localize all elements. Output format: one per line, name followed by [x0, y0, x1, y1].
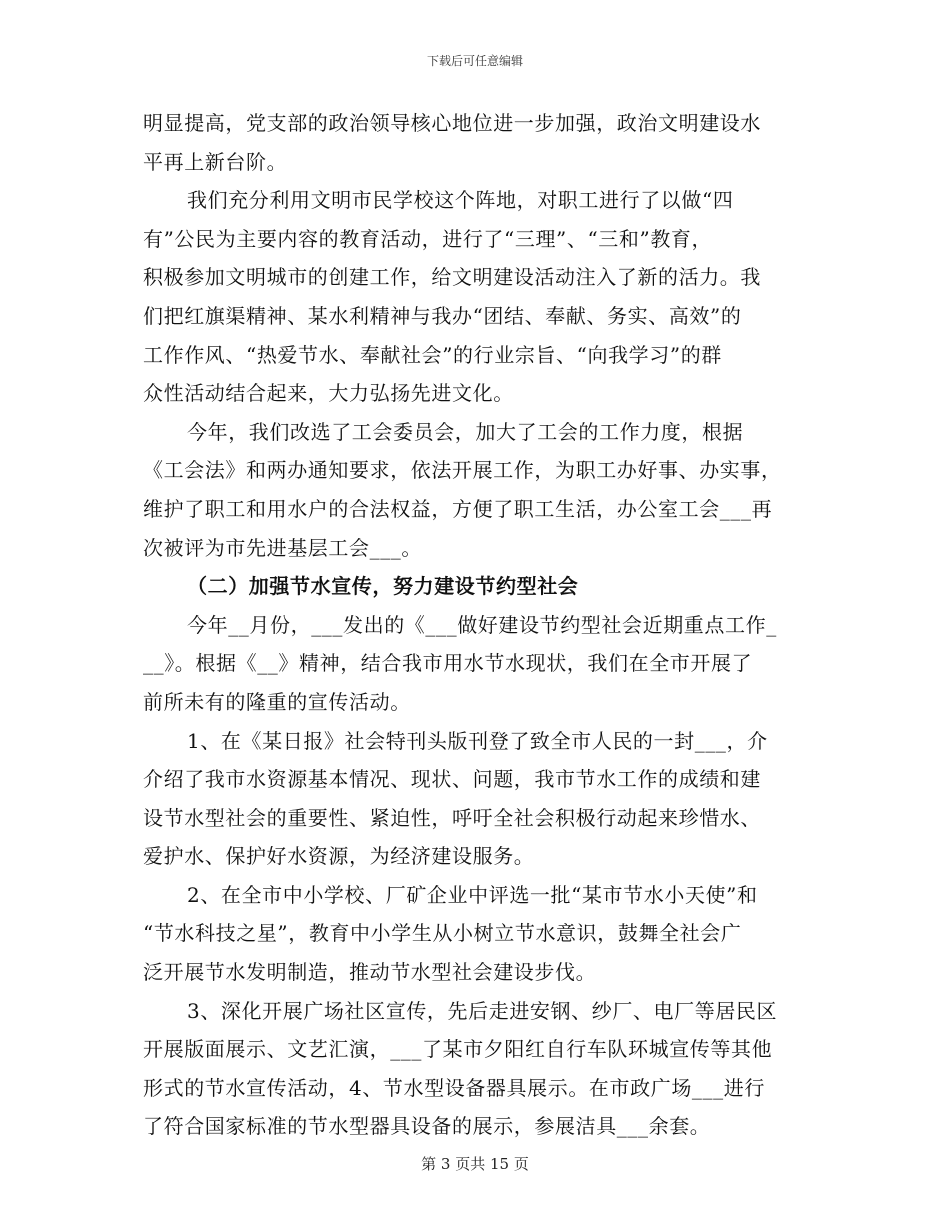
text-line: 我们充分利用文明市民学校这个阵地，对职工进行了以做“四 — [187, 188, 734, 213]
text-line: 设节水型社会的重要性、紧迫性，呼吁全社会积极行动起来珍惜水、 — [143, 805, 761, 830]
text-line: 介绍了我市水资源基本情况、现状、问题，我市节水工作的成绩和建 — [143, 767, 761, 792]
text-line: 次被评为市先进基层工会___。 — [143, 535, 422, 560]
page-header: 下载后可任意编辑 — [426, 54, 523, 68]
text-line: 3、深化开展广场社区宣传，先后走进安钢、纱厂、电厂等居民区 — [187, 998, 778, 1023]
text-line: 形式的节水宣传活动，4、节水型设备器具展示。在市政广场___进行 — [143, 1075, 765, 1100]
text-line: 2、在全市中小学校、厂矿企业中评选一批“某市节水小天使”和 — [187, 882, 758, 907]
text-line: 有”公民为主要内容的教育活动，进行了“三理”、“三和”教育， — [143, 226, 713, 251]
text-line: 了符合国家标准的节水型器具设备的展示，参展洁具___余套。 — [143, 1114, 711, 1139]
document-body — [143, 104, 803, 1146]
text-line: 积极参加文明城市的创建工作，给文明建设活动注入了新的活力。我 — [143, 265, 761, 290]
text-line: 爱护水、保护好水资源，为经济建设服务。 — [143, 844, 535, 869]
text-line: 们把红旗渠精神、某水利精神与我办“团结、奉献、务实、高效”的 — [143, 303, 742, 328]
text-line: 平再上新台阶。 — [143, 149, 288, 174]
section-heading: （二）加强节水宣传，努力建设节约型社会 — [187, 574, 579, 599]
text-line: 今年__月份，___发出的《___做好建设节约型社会近期重点工作_ — [187, 612, 777, 637]
text-line: 前所未有的隆重的宣传活动。 — [143, 689, 411, 714]
text-line: 《工会法》和两办通知要求，依法开展工作，为职工办好事、办实事， — [143, 458, 782, 483]
text-line: 开展版面展示、文艺汇演，___了某市夕阳红自行车队环城宣传等其他 — [143, 1037, 773, 1062]
text-line: 维护了职工和用水户的合法权益，方便了职工生活，办公室工会___再 — [143, 496, 773, 521]
text-line: 今年，我们改选了工会委员会，加大了工会的工作力度，根据 — [187, 419, 744, 444]
text-line: 工作作风、“热爱节水、奉献社会”的行业宗旨、“向我学习”的群 — [143, 342, 722, 367]
text-line: __》。根据《__》精神，结合我市用水节水现状，我们在全市开展了 — [143, 651, 753, 676]
text-line: 明显提高，党支部的政治领导核心地位进一步加强，政治文明建设水 — [143, 111, 761, 135]
text-line: 众性活动结合起来，大力弘扬先进文化。 — [143, 381, 514, 406]
text-line: “节水科技之星”，教育中小学生从小树立节水意识，鼓舞全社会广 — [143, 921, 742, 946]
text-line: 泛开展节水发明制造，推动节水型社会建设步伐。 — [143, 960, 597, 985]
text-line: 1、在《某日报》社会特刊头版刊登了致全市人民的一封___，介 — [187, 728, 768, 753]
page-footer: 第 3 页共 15 页 — [421, 1155, 529, 1173]
